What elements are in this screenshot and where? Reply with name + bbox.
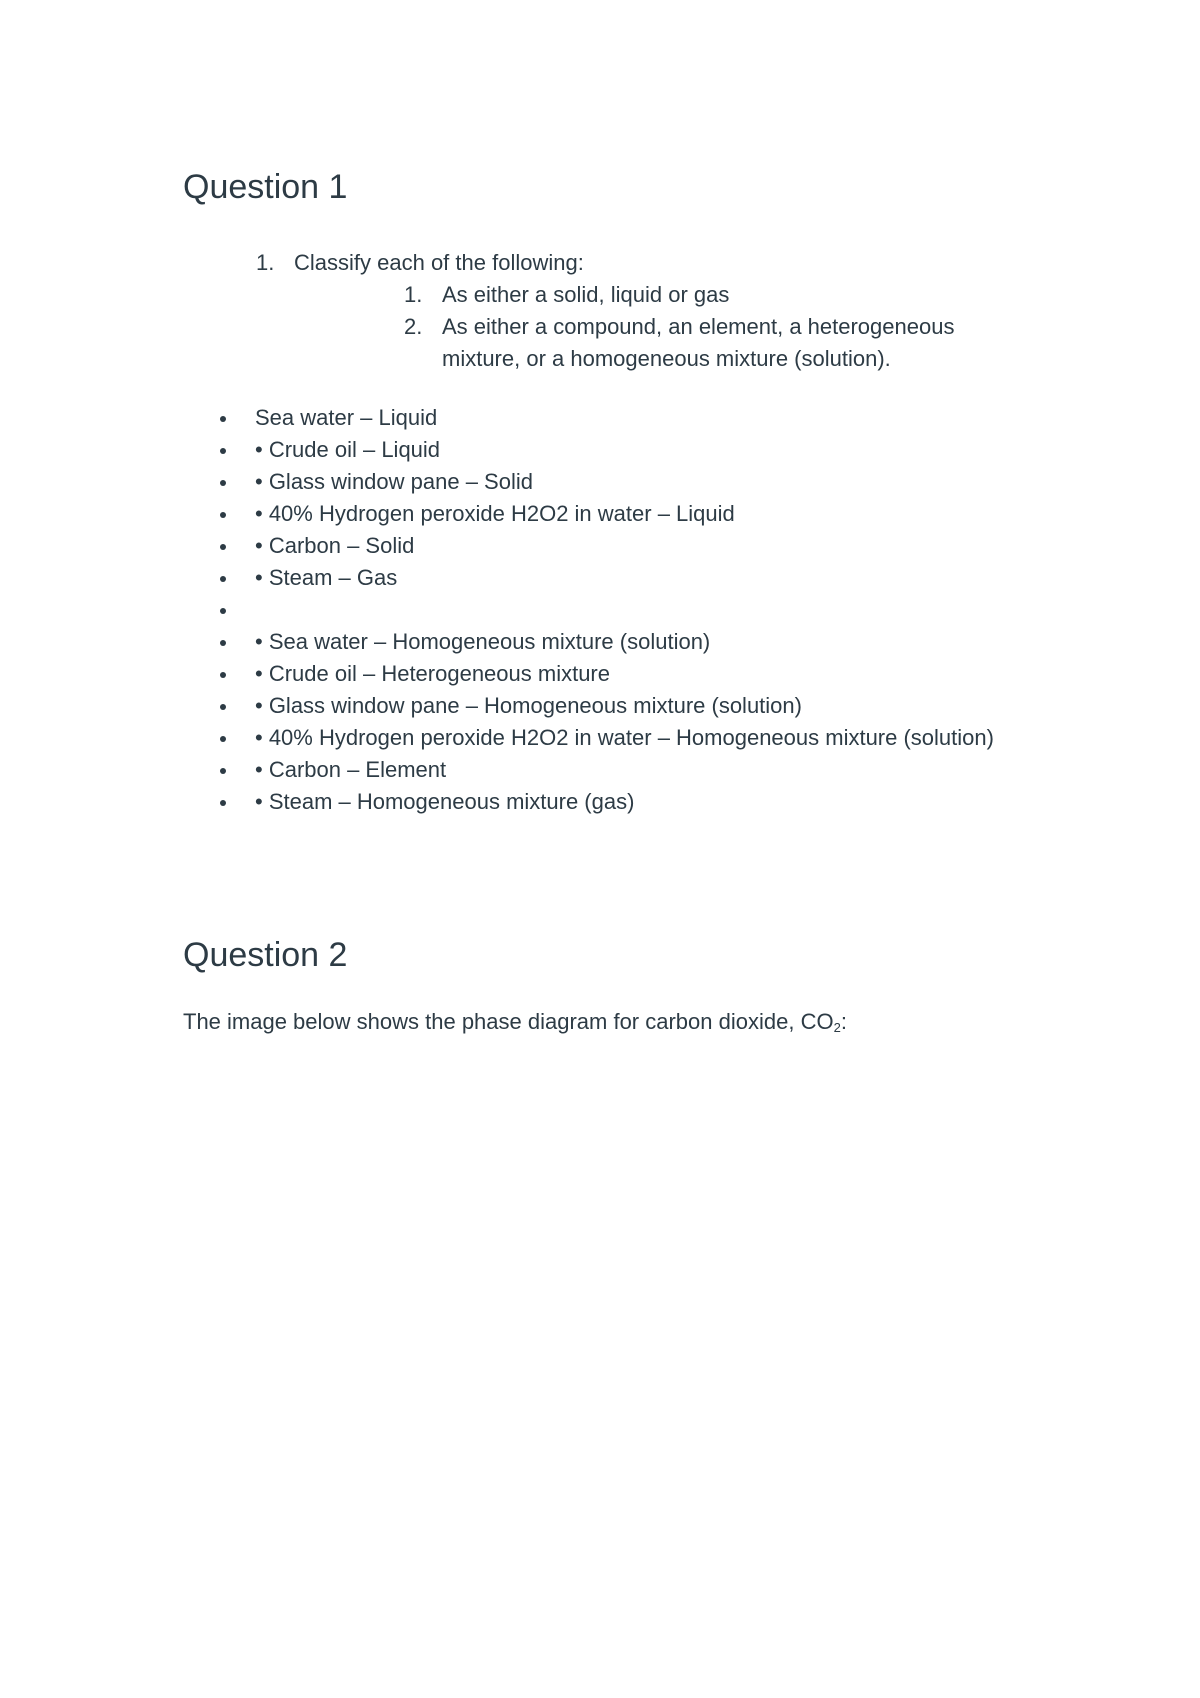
answer-item: • 40% Hydrogen peroxide H2O2 in water – Homogeneous mixture (solution)	[218, 722, 1008, 754]
question-1-heading: Question 1	[183, 168, 348, 206]
sub-item	[404, 279, 1002, 311]
answer-item: • Steam – Gas	[218, 562, 1008, 594]
formula-subscript: 2	[833, 1020, 841, 1035]
answer-item: • Steam – Homogeneous mixture (gas)	[218, 786, 1008, 818]
answer-item: • Crude oil – Liquid	[218, 434, 1008, 466]
sub-item-number: 2.	[404, 314, 423, 339]
question-2-heading: Question 2	[183, 936, 348, 974]
instruction-item	[256, 247, 1016, 375]
sub-item-text: As either a solid, liquid or gas	[442, 282, 730, 307]
instruction-list	[256, 247, 1016, 375]
sub-item-text: As either a compound, an element, a heterogeneous mixture, or a homogeneous mixture (solution).	[442, 314, 955, 371]
sub-item	[404, 311, 1002, 375]
answer-list	[218, 402, 1008, 818]
answer-item: • Glass window pane – Homogeneous mixture (solution)	[218, 690, 1008, 722]
instruction-number: 1.	[256, 250, 275, 275]
intro-suffix: :	[840, 1009, 847, 1034]
answer-item-empty	[218, 594, 1008, 626]
instruction-text: Classify each of the following:	[294, 250, 584, 275]
question-2-intro	[183, 1006, 847, 1044]
answer-item: • Glass window pane – Solid	[218, 466, 1008, 498]
sub-item-number: 1.	[404, 282, 423, 307]
answer-item: • Crude oil – Heterogeneous mixture	[218, 658, 1008, 690]
answer-item: • Sea water – Homogeneous mixture (solution)	[218, 626, 1008, 658]
instruction-sub-list	[294, 279, 1016, 375]
answer-item: Sea water – Liquid	[218, 402, 1008, 434]
intro-text: The image below shows the phase diagram for carbon dioxide, CO	[183, 1009, 834, 1034]
answer-item: • Carbon – Solid	[218, 530, 1008, 562]
answer-item: • Carbon – Element	[218, 754, 1008, 786]
answer-item: • 40% Hydrogen peroxide H2O2 in water – Liquid	[218, 498, 1008, 530]
